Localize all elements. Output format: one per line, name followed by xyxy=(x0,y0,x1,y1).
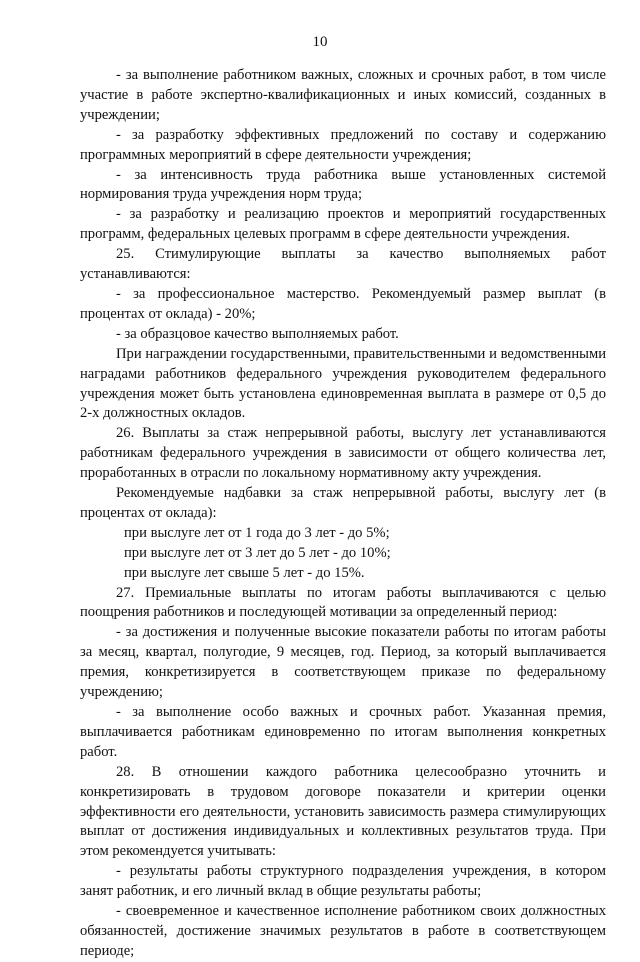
paragraph: 25. Стимулирующие выплаты за качество выполняемых работ устанавливаются: xyxy=(80,246,606,283)
page-number: 10 xyxy=(312,34,328,50)
paragraph: - за выполнение работником важных, сложных и срочных работ, в том числе участие в работе экспертно-квалификационных и иных комиссий, созданных в учреждении; xyxy=(80,67,606,123)
paragraph: 27. Премиальные выплаты по итогам работы выплачиваются с целью поощрения работников и последующей мотивации за определенный период: xyxy=(80,584,606,621)
seniority-list-item: при выслуге лет свыше 5 лет - до 15%. xyxy=(124,564,365,581)
paragraph: - за профессиональное мастерство. Рекомендуемый размер выплат (в процентах от оклада) - 20%; xyxy=(80,285,606,322)
paragraph: При награждении государственными, правительственными и ведомственными наградами работников федерального учреждения руководителем федерального учреждения может быть установлена единовременная выплата в размере от 0,5 до 2-х должностных окладов. xyxy=(80,345,606,422)
seniority-list-item: при выслуге лет от 1 года до 3 лет - до 5%; xyxy=(124,524,390,541)
seniority-list-item: при выслуге лет от 3 лет до 5 лет - до 10%; xyxy=(124,544,391,561)
paragraph: - за интенсивность труда работника выше установленных системой нормирования труда учреждения норм труда; xyxy=(80,166,606,203)
paragraph: 26. Выплаты за стаж непрерывной работы, выслугу лет устанавливаются работникам федерального учреждения в зависимости от общего количества лет, проработанных в отрасли по локальному нормативному акту учреждения. xyxy=(80,425,606,482)
paragraph: 28. В отношении каждого работника целесообразно уточнить и конкретизировать в трудовом договоре показатели и критерии оценки эффективности его деятельности, установить зависимость размера стимулирующих выплат от достижения индивидуальных и коллективных результатов труда. При этом рекомендуется учитывать: xyxy=(80,763,606,860)
paragraph: - за выполнение особо важных и срочных работ. Указанная премия, выплачивается работникам единовременно по итогам выполнения конкретных работ. xyxy=(80,704,606,760)
paragraph: - за разработку эффективных предложений по составу и содержанию программных мероприятий в сфере деятельности учреждения; xyxy=(80,126,606,163)
paragraph: - результаты работы структурного подразделения учреждения, в котором занят работник, и его личный вклад в общие результаты работы; xyxy=(80,863,606,900)
paragraph: Рекомендуемые надбавки за стаж непрерывной работы, выслугу лет (в процентах от оклада): xyxy=(80,485,606,521)
document-body xyxy=(80,66,606,962)
paragraph: - за разработку и реализацию проектов и мероприятий государственных программ, федеральных целевых программ в сфере деятельности учреждения. xyxy=(80,206,606,243)
paragraph: - за достижения и полученные высокие показатели работы по итогам работы за месяц, квартал, полугодие, 9 месяцев, год. Период, за который выплачивается премия, конкретизируется в соответствующем приказе по федеральному учреждению; xyxy=(80,624,606,701)
paragraph: - за образцовое качество выполняемых работ. xyxy=(116,325,399,342)
paragraph: - своевременное и качественное исполнение работником своих должностных обязанностей, достижение значимых результатов в работе в соответствующем периоде; xyxy=(80,903,606,959)
